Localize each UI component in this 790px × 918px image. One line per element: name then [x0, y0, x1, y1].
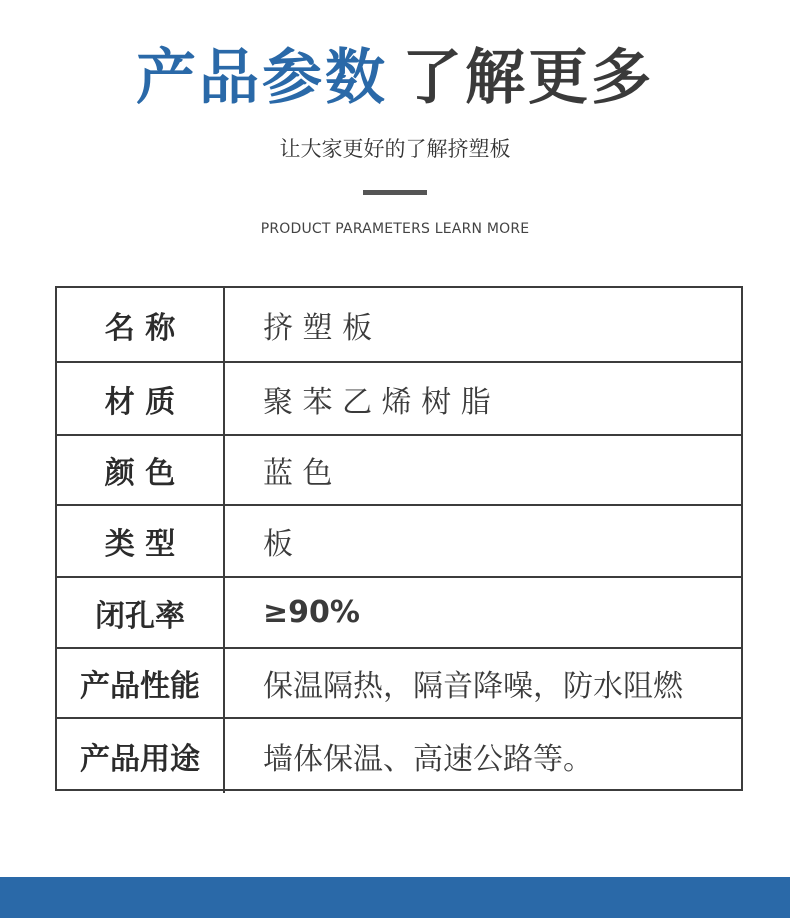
table-row-color: [57, 436, 741, 506]
table-row-type: [57, 506, 741, 578]
subtitle: 让大家更好的了解挤塑板: [279, 137, 511, 161]
row-value: 聚 苯 乙 烯 树 脂: [263, 384, 491, 420]
row-label: 产品用途: [57, 719, 225, 793]
table-row-material: [57, 363, 741, 436]
divider: [363, 190, 427, 195]
bottom-accent-bar: [0, 877, 790, 918]
parameters-table: [55, 286, 743, 791]
table-row-closed-cell-rate: [57, 578, 741, 649]
row-label: 名 称: [57, 288, 225, 361]
row-label: 颜 色: [57, 436, 225, 504]
row-value: 板: [263, 527, 293, 562]
page-title: [0, 38, 790, 118]
row-value: ≥90%: [263, 595, 360, 630]
row-value: 蓝 色: [263, 456, 333, 491]
title-dark: 了解更多: [402, 43, 654, 113]
row-label: 材 质: [57, 363, 225, 434]
table-row-performance: [57, 649, 741, 719]
row-value: 保温隔热，隔音降噪，防水阻燃: [263, 669, 683, 704]
title-blue: 产品参数: [136, 43, 388, 113]
row-label: 闭孔率: [57, 578, 225, 647]
table-row-name: [57, 288, 741, 363]
row-value: 挤 塑 板: [263, 310, 373, 346]
row-value: 墙体保温、高速公路等。: [263, 742, 593, 777]
row-label: 类 型: [57, 506, 225, 576]
row-label: 产品性能: [57, 649, 225, 717]
table-row-usage: [57, 719, 741, 793]
english-subtitle: PRODUCT PARAMETERS LEARN MORE: [260, 221, 530, 237]
